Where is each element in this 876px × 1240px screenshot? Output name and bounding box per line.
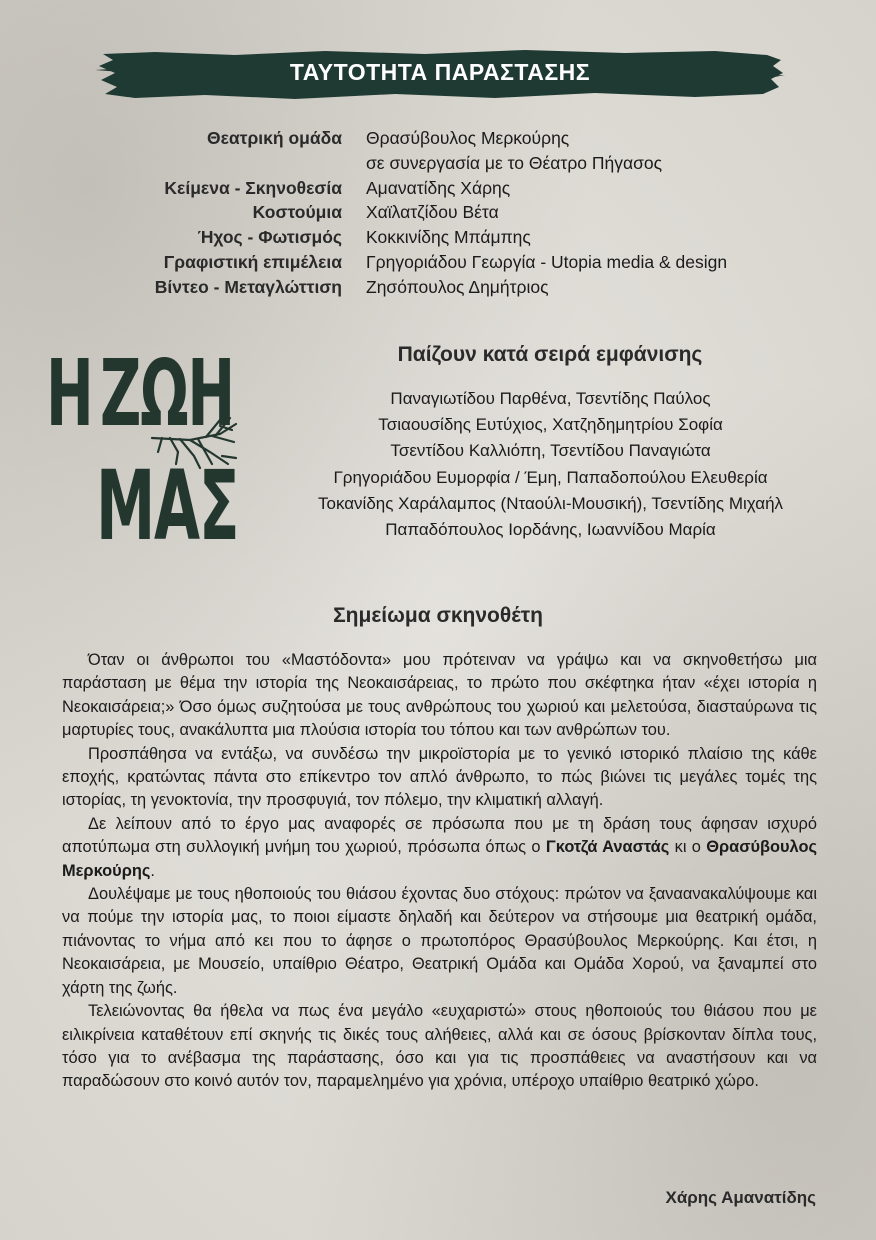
note-paragraph: Τελειώνοντας θα ήθελα να πως ένα μεγάλο «ευχαριστώ» στους ηθοποιούς του θιάσου που με ειλικρίνεια καταθέτουν επί σκηνής τις δικές τους αλήθειες, αλλά και σε όσους βρίσκονταν δίπλα τους, τόσο για το ανέβασμα της παράστασης, όσο και για τις προσπάθειες να αναστήσουν και να παραδώσουν στο κοινό αυτόν τον, παραμελημένο για χρόνια, υπέροχο υπαίθριο θεατρικό χώρο.	[62, 1002, 817, 1091]
tree-roots-icon	[150, 412, 240, 470]
credit-role: Βίντεο - Μεταγλώττιση	[154, 276, 342, 297]
credit-row	[100, 275, 820, 300]
credit-row	[100, 151, 820, 176]
logo-word-zoi: ΖΩΗ	[100, 340, 234, 447]
credit-names: Γρηγοριάδου Γεωργία - Utopia media & design	[366, 251, 728, 272]
credit-names: Αμανατίδης Χάρης	[366, 177, 511, 198]
credit-role	[100, 151, 366, 176]
cast-line: Τοκανίδης Χαράλαμπος (Νταούλι-Μουσική), Τσεντίδης Μιχαήλ	[317, 493, 784, 513]
signature: Χάρης Αμανατίδης	[665, 1188, 816, 1207]
cast-title: Παίζουν κατά σειρά εμφάνισης	[397, 343, 703, 366]
credit-role: Κείμενα - Σκηνοθεσία	[164, 177, 342, 198]
note-paragraph	[62, 813, 817, 883]
cast-line: Παναγιωτίδου Παρθένα, Τσεντίδης Παύλος	[390, 389, 711, 408]
credit-names: Ζησόπουλος Δημήτριος	[366, 276, 549, 297]
note-paragraph: Προσπάθησα να εντάξω, να συνδέσω την μικροϊστορία με το γενικό ιστορικό πλαίσιο της κάθε εποχής, κρατώντας πάντα στο επίκεντρο τον απλό άνθρωπο, το πώς βιώνει τις μεγάλες τομές της ιστορίας, τη γενοκτονία, την προσφυγιά, τον πόλεμο, την κλιματική αλλαγή.	[62, 744, 817, 810]
cast-line: Τσεντίδου Καλλιόπη, Τσεντίδου Παναγιώτα	[390, 441, 711, 461]
page-title: ΤΑΥΤΟΤΗΤΑ ΠΑΡΑΣΤΑΣΗΣ	[289, 59, 591, 85]
note-highlight-name: Γκοτζά Αναστάς	[545, 838, 670, 857]
play-logo	[40, 340, 260, 560]
credit-row	[100, 200, 820, 225]
credit-row	[100, 126, 820, 151]
cast-line: Γρηγοριάδου Ευμορφία / Έμη, Παπαδοπούλου Ελευθερία	[333, 467, 768, 487]
credit-role: Θεατρική ομάδα	[206, 128, 342, 148]
note-highlight-name: Θρασύβουλος Μερκούρης	[62, 838, 817, 880]
credit-role: Γραφιστική επιμέλεια	[163, 251, 342, 272]
director-note	[62, 649, 817, 1094]
credit-row	[100, 250, 820, 275]
header-banner	[95, 46, 785, 102]
logo-word-i: Η	[46, 340, 93, 447]
credit-names: Χαϊλατζίδου Βέτα	[366, 202, 499, 223]
note-text: κι ο	[669, 838, 707, 857]
note-text: .	[150, 861, 155, 880]
note-title: Σημείωμα σκηνοθέτη	[333, 604, 543, 627]
cast-line: Παπαδόπουλος Ιορδάνης, Ιωαννίδου Μαρία	[385, 520, 716, 540]
credit-row	[100, 225, 820, 250]
credit-names: Κοκκινίδης Μπάμπης	[366, 227, 531, 248]
note-paragraph: Δουλέψαμε με τους ηθοποιούς του θιάσου έχοντας δυο στόχους: πρώτον να ξαναανακαλύψουμε και να πούμε την ιστορία μας, το ποιοι είμαστε δηλαδή και δεύτερον να στήσουμε μια θεατρική ομάδα, πιάνοντας το νήμα από κει που το άφησε ο πρωτοπόρος Θρασύβουλος Μερκούρης. Και έτσι, η Νεοκαισάρεια, με Μουσείο, υπαίθριο Θέατρο, Θεατρική Ομάδα και Ομάδα Χορού, να ξαναμπεί στο χάρτη της ζωής.	[62, 885, 817, 997]
note-paragraph: Όταν οι άνθρωποι του «Μαστόδοντα» μου πρότειναν να γράψω και να σκηνοθετήσω μια παράσταση με θέμα την ιστορία της Νεοκαισάρειας, το πρώτο που σκέφτηκα ήταν «έχει ιστορία η Νεοκαισάρεια;» Όσο όμως συζητούσα με τους ανθρώπους του χωριού και μελετούσα, διασταύρωνα τις μαρτυρίες τους, ανακάλυπτα μια πλούσια ιστορία του τόπου και των ανθρώπων του.	[62, 651, 817, 740]
logo-word-mas: ΜΑΣ	[96, 450, 239, 562]
cast-list	[268, 386, 833, 543]
credit-role: Ήχος - Φωτισμός	[197, 227, 342, 248]
credits-list	[100, 126, 820, 300]
credit-names: Θρασύβουλος Μερκούρης	[366, 128, 570, 148]
cast-line: Τσιαουσίδης Ευτύχιος, Χατζηδημητρίου Σοφία	[378, 415, 723, 435]
credit-role: Κοστούμια	[252, 202, 342, 223]
credit-names: σε συνεργασία με το Θέατρο Πήγασος	[366, 152, 663, 173]
credit-row	[100, 176, 820, 201]
note-text: Δε λείπουν από το έργο μας αναφορές σε πρόσωπα που με τη δράση τους άφησαν ισχυρό αποτύπωμα στη συλλογική μνήμη του χωριού, πρόσωπα όπως ο	[62, 814, 817, 857]
